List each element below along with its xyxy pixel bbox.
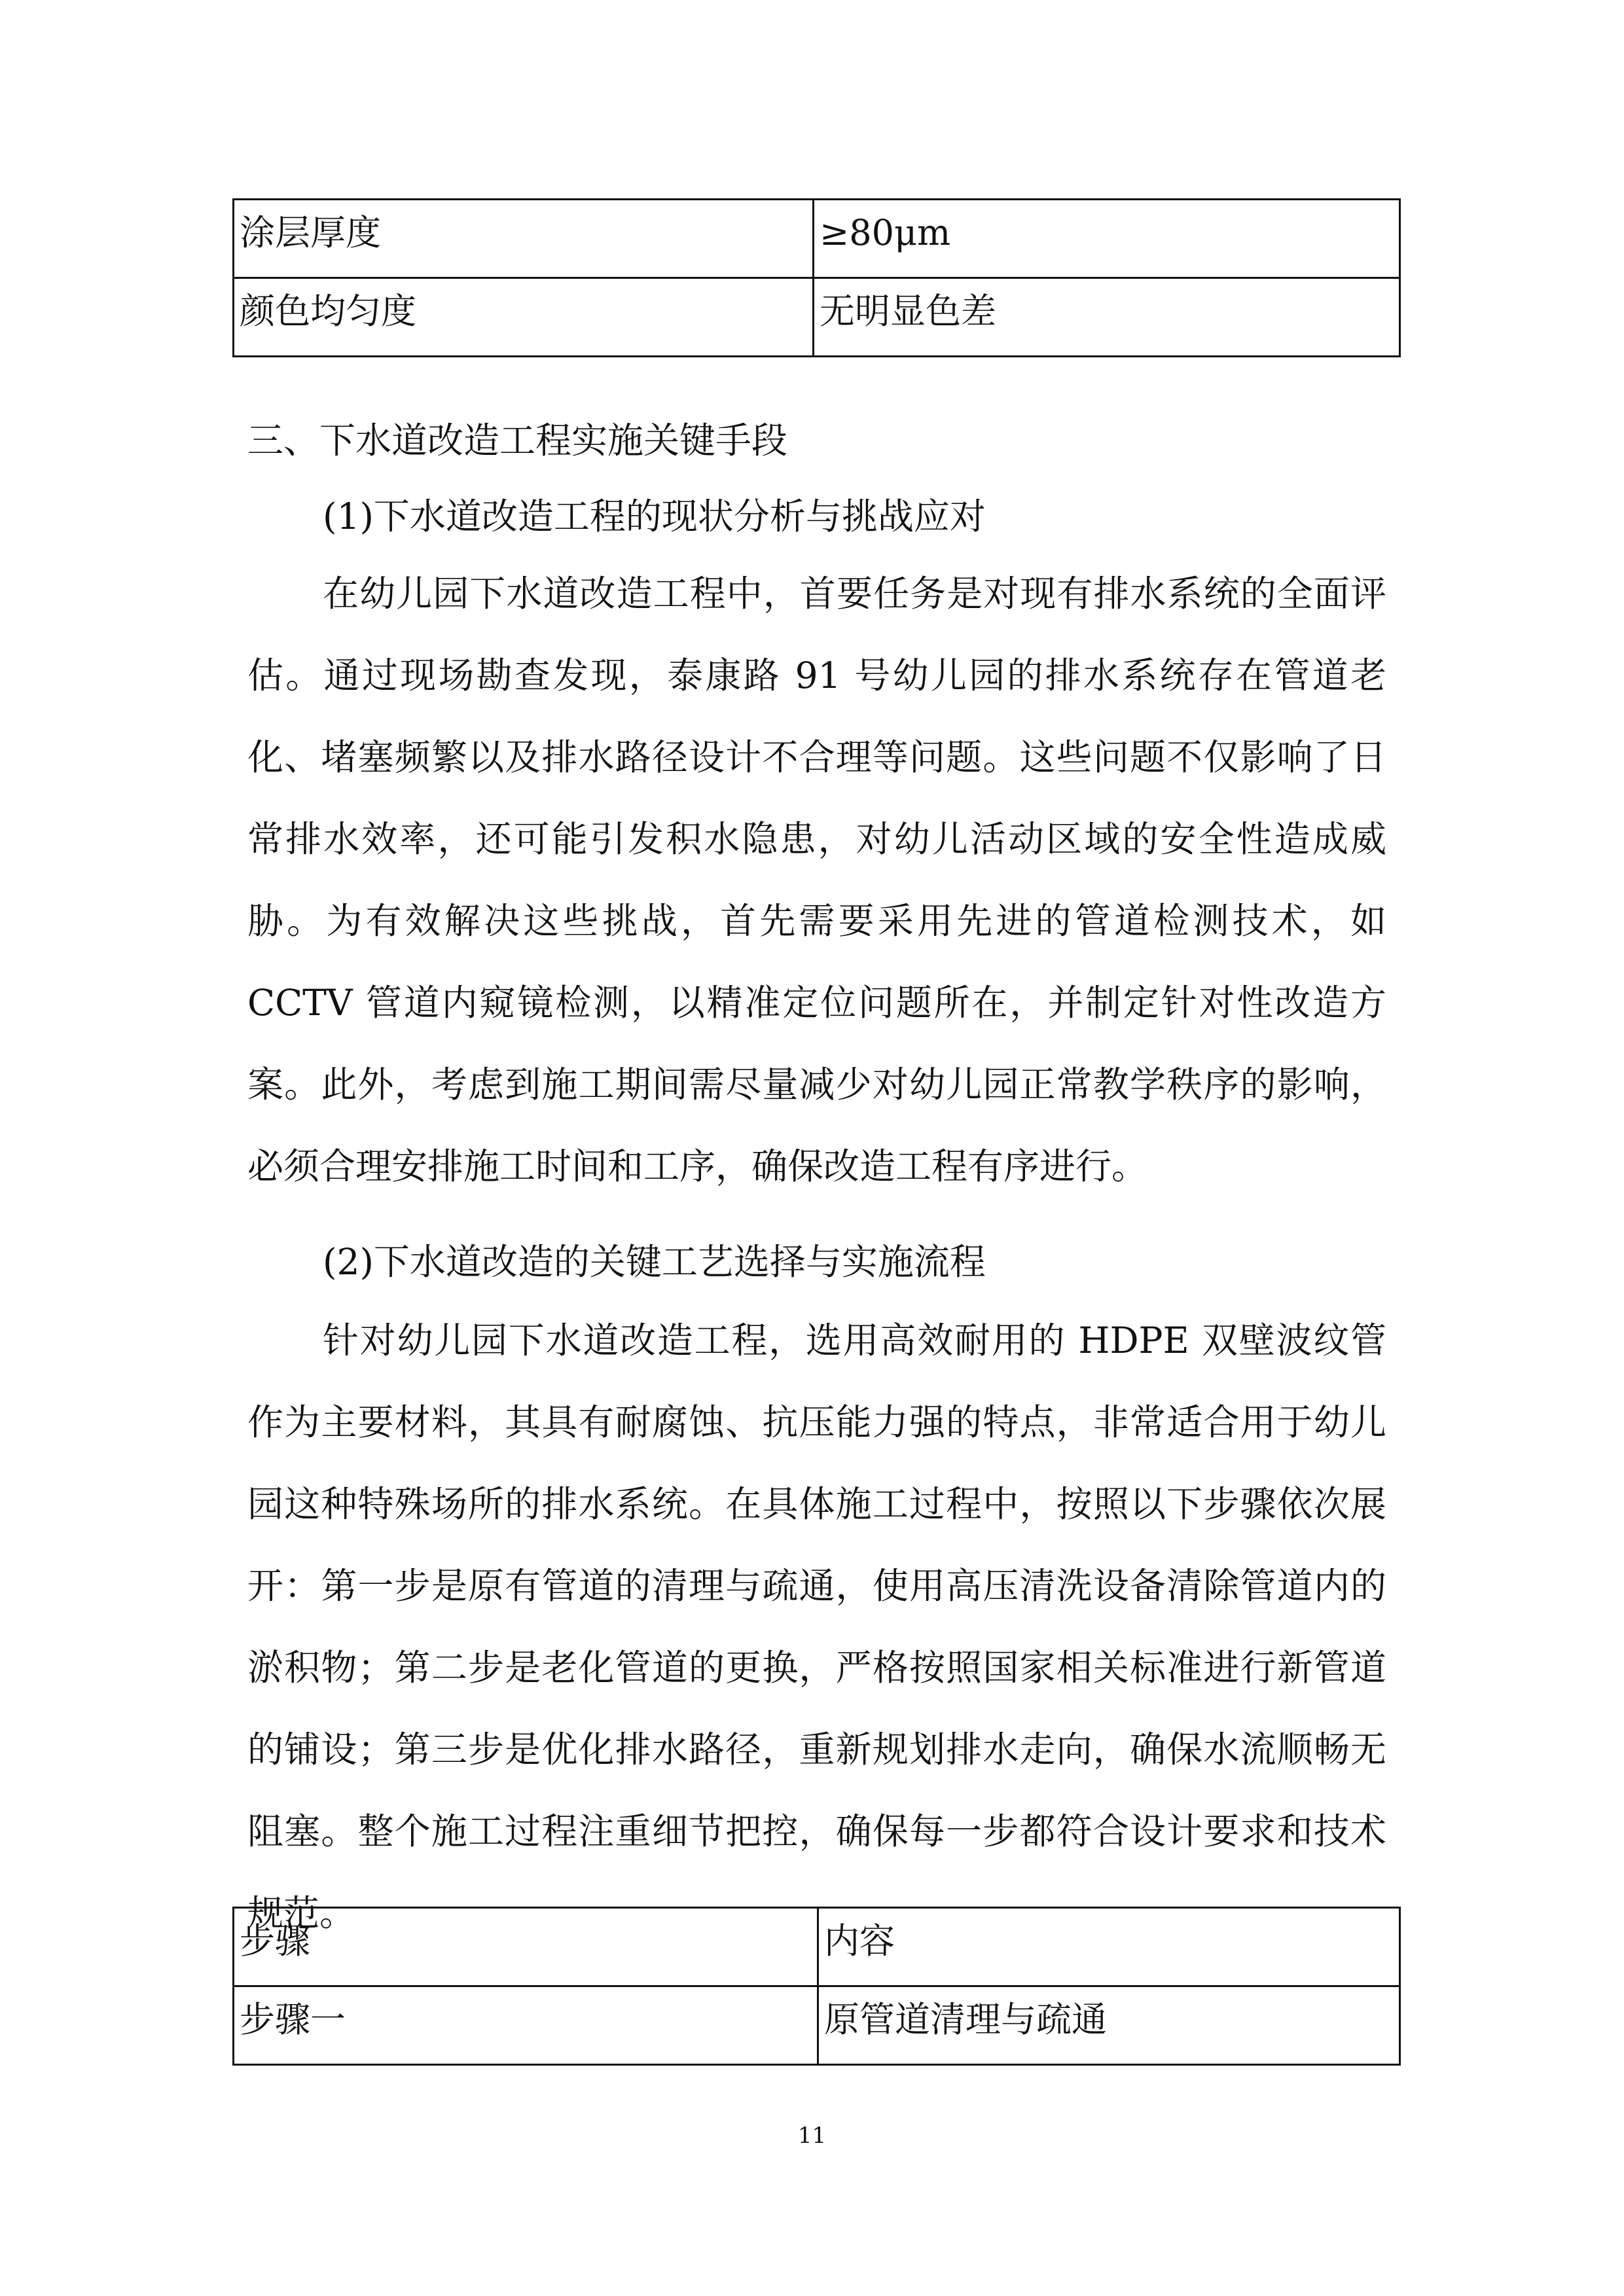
table-cell: 涂层厚度 xyxy=(234,200,814,278)
table-cell: 原管道清理与疏通 xyxy=(818,1986,1400,2065)
table-cell: 颜色均匀度 xyxy=(234,278,814,357)
table-row xyxy=(234,278,1400,357)
subsection-title: (2)下水道改造的关键工艺选择与实施流程 xyxy=(323,1241,986,1283)
body-paragraph: 在幼儿园下水道改造工程中，首要任务是对现有排水系统的全面评估。通过现场勘查发现，泰康路 91 号幼儿园的排水系统存在管道老化、堵塞频繁以及排水路径设计不合理等问题。这些问题不仅影响了日常排水效率，还可能引发积水隐患，对幼儿活动区域的安全性造成威胁。为有效解决这些挑战，首先需要采用先进的管道检测技术，如 CCTV 管道内窥镜检测，以精准定位问题所在，并制定针对性改造方案。此外，考虑到施工期间需尽量减少对幼儿园正常教学秩序的影响，必须合理安排施工时间和工序，确保改造工程有序进行。 xyxy=(247,573,1386,1187)
page-number: 11 xyxy=(797,2123,827,2149)
section-heading: 三、下水道改造工程实施关键手段 xyxy=(247,420,788,461)
table-cell: 无明显色差 xyxy=(814,278,1400,357)
table-cell: 步骤一 xyxy=(234,1986,818,2065)
table-header-row xyxy=(234,1908,1400,1986)
table-header-cell: 内容 xyxy=(818,1908,1400,1986)
body-paragraph: 针对幼儿园下水道改造工程，选用高效耐用的 HDPE 双壁波纹管作为主要材料，其具有耐腐蚀、抗压能力强的特点，非常适合用于幼儿园这种特殊场所的排水系统。在具体施工过程中，按照以下步骤依次展开：第一步是原有管道的清理与疏通，使用高压清洗设备清除管道内的淤积物；第二步是老化管道的更换，严格按照国家相关标准进行新管道的铺设；第三步是优化排水路径，重新规划排水走向，确保水流顺畅无阻塞。整个施工过程注重细节把控，确保每一步都符合设计要求和技术规范。 xyxy=(247,1319,1386,1934)
table-header-cell: 步骤 xyxy=(234,1908,818,1986)
table-cell: ≥80μm xyxy=(814,200,1400,278)
spec-table xyxy=(232,198,1401,357)
subsection-title: (1)下水道改造工程的现状分析与挑战应对 xyxy=(323,495,986,537)
table-row xyxy=(234,1986,1400,2065)
steps-table xyxy=(232,1907,1401,2066)
table-row xyxy=(234,200,1400,278)
